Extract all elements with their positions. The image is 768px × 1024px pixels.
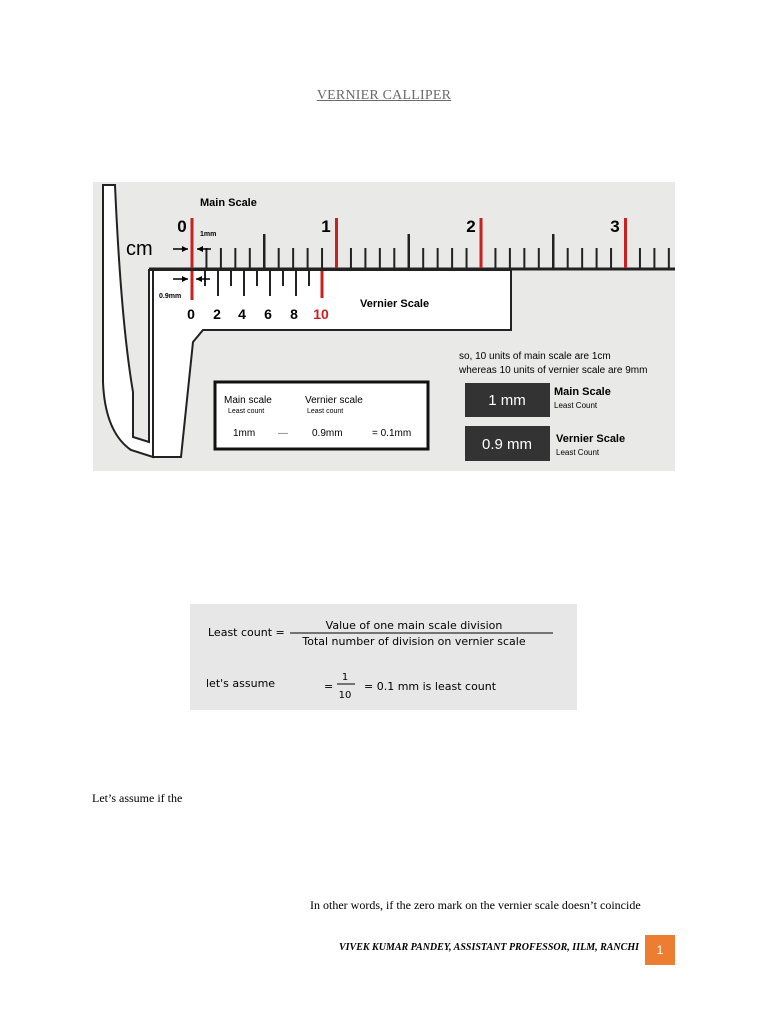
least-count-formula bbox=[190, 604, 577, 710]
badge-1-title: Main Scale bbox=[554, 386, 611, 398]
footer-author: VIVEK KUMAR PANDEY, ASSISTANT PROFESSOR, IILM, RANCHI bbox=[338, 942, 639, 953]
badge-2-value: 0.9 mm bbox=[481, 436, 533, 453]
box-result: = 0.1mm bbox=[372, 428, 412, 439]
document-title: VERNIER CALLIPER bbox=[316, 88, 452, 103]
main-number-3: 3 bbox=[610, 217, 620, 236]
unit-label: cm bbox=[126, 238, 153, 260]
main-number-0: 0 bbox=[177, 217, 187, 236]
vernier-number-8: 8 bbox=[290, 306, 298, 322]
formula-lhs: Least count = bbox=[208, 626, 285, 639]
vernier-number-0: 0 bbox=[187, 306, 195, 322]
main-scale-label: Main Scale bbox=[200, 197, 257, 209]
assume-frac-num: 1 bbox=[341, 672, 349, 683]
formula-denominator: Total number of division on vernier scale bbox=[302, 635, 526, 648]
vernier-diagram bbox=[93, 182, 675, 471]
assume-frac-den: 10 bbox=[338, 690, 352, 701]
main-number-2: 2 bbox=[466, 217, 476, 236]
badge-1-value: 1 mm bbox=[488, 392, 526, 409]
point-nine-mm-label: 0.9mm bbox=[159, 293, 182, 300]
paragraph-other-words: In other words, if the zero mark on the vernier scale doesn’t coincide bbox=[310, 898, 641, 912]
main-number-1: 1 bbox=[321, 217, 331, 236]
vernier-scale-label: Vernier Scale bbox=[360, 298, 430, 310]
assume-result: = 0.1 mm is least count bbox=[364, 680, 497, 693]
badge-2-sub: Least Count bbox=[556, 448, 600, 457]
box-vernier-scale: Vernier scale bbox=[305, 395, 363, 406]
formula-numerator: Value of one main scale division bbox=[325, 619, 503, 632]
box-main-scale: Main scale bbox=[224, 395, 272, 406]
vernier-number-2: 2 bbox=[213, 306, 221, 322]
badge-2-title: Vernier Scale bbox=[556, 433, 626, 445]
box-value-main: 1mm bbox=[233, 428, 256, 439]
box-dash: — bbox=[278, 428, 288, 439]
vernier-number-6: 6 bbox=[264, 306, 272, 322]
assume-equals: = bbox=[324, 680, 334, 693]
vernier-number-10: 10 bbox=[313, 306, 329, 322]
assume-label: let's assume bbox=[206, 677, 276, 690]
one-mm-label: 1mm bbox=[200, 231, 217, 238]
page-number: 1 bbox=[645, 935, 675, 965]
formula-graphic bbox=[190, 604, 577, 710]
box-main-least-count: Least count bbox=[228, 408, 265, 415]
vernier-calliper-figure bbox=[93, 182, 675, 471]
note-line-1: so, 10 units of main scale are 1cm bbox=[459, 351, 611, 362]
vernier-number-4: 4 bbox=[238, 306, 246, 322]
box-value-vernier: 0.9mm bbox=[312, 428, 343, 439]
note-line-2: whereas 10 units of vernier scale are 9mm bbox=[459, 365, 648, 376]
box-vernier-least-count: Least count bbox=[307, 408, 344, 415]
badge-1-sub: Least Count bbox=[554, 401, 598, 410]
paragraph-assume: Let’s assume if the bbox=[92, 791, 183, 805]
